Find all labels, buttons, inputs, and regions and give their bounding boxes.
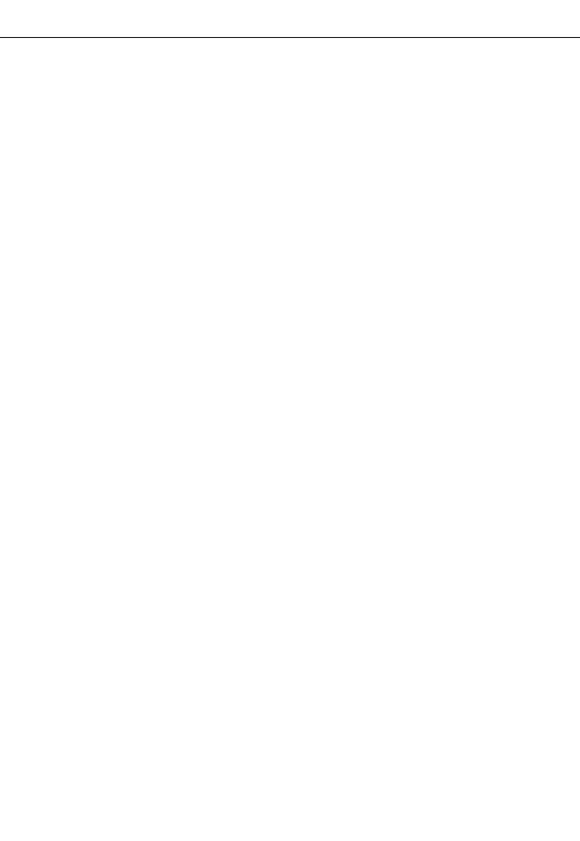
page-header: [0, 0, 580, 38]
